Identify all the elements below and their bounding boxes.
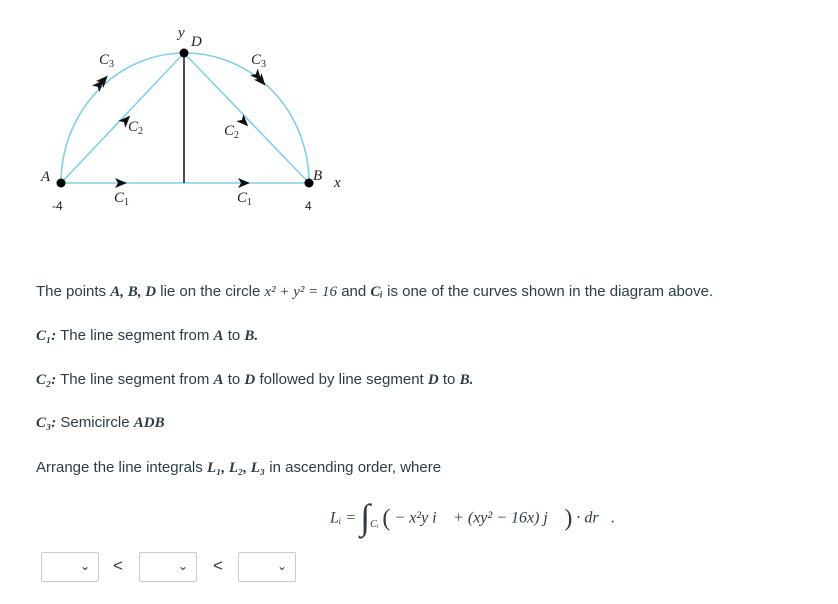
- arrange-instruction: Arrange the line integrals L₁, L₂, L₃ in ascending order, where: [36, 459, 442, 476]
- integral-sign: ∫: [360, 497, 371, 537]
- formula-tail: · dr⃗.: [576, 509, 615, 527]
- chevron-down-icon: ⌄: [79, 559, 90, 573]
- curve-c3-label-right: $C_3$: [251, 52, 267, 70]
- point-d-label: D: [191, 34, 202, 50]
- integral-subscript: Cᵢ: [370, 518, 379, 530]
- answer-select-2[interactable]: [139, 552, 197, 582]
- less-than-1: <: [113, 556, 123, 575]
- formula-open-paren: (: [382, 505, 391, 532]
- chevron-down-icon: ⌄: [177, 559, 188, 573]
- formula-close-paren: ): [564, 505, 573, 532]
- answer-select-3[interactable]: [238, 552, 296, 582]
- point-a-dot: [57, 179, 66, 188]
- curve-c2-segment-db: [184, 53, 309, 183]
- less-than-2: <: [213, 556, 223, 575]
- axis-x-label: x: [334, 175, 341, 191]
- curve-c1-label-right: $C_1$: [237, 190, 253, 208]
- tick-left-label: -4: [52, 199, 63, 213]
- chevron-down-icon: ⌄: [276, 559, 287, 573]
- point-d-dot: [180, 49, 189, 58]
- curve-c2-segment-ad: [61, 53, 184, 183]
- curve-c2-label-right: $C_2$: [224, 123, 240, 141]
- answer-select-1[interactable]: [41, 552, 99, 582]
- formula-integrand: − x²y i⃗ + (xy² − 16x) j⃗: [394, 509, 561, 527]
- axis-y-label: y: [178, 25, 185, 41]
- curve-diagram: [0, 0, 838, 230]
- curve-c2-label-left: $C_2$: [128, 119, 144, 137]
- integral-formula: [330, 498, 615, 540]
- point-b-label: B: [313, 168, 323, 184]
- curve-c2-description: C₂: The line segment from A to D followed by line segment D to B.: [36, 371, 474, 388]
- curve-c3-semicircle: [61, 53, 309, 183]
- curve-c1-description: C₁: The line segment from A to B.: [36, 327, 259, 344]
- tick-right-label: 4: [305, 199, 312, 213]
- curve-c3-description: C₃: Semicircle ADB: [36, 414, 165, 431]
- curve-c1-label-left: $C_1$: [114, 190, 130, 208]
- point-a-label: A: [41, 169, 51, 185]
- formula-lhs: Lᵢ =: [330, 509, 357, 527]
- curve-c3-label-left: $C_3$: [99, 52, 115, 70]
- problem-intro: The points A, B, D lie on the circle x² + y² = 16 and Cᵢ is one of the curves shown in the diagram above.: [36, 283, 714, 300]
